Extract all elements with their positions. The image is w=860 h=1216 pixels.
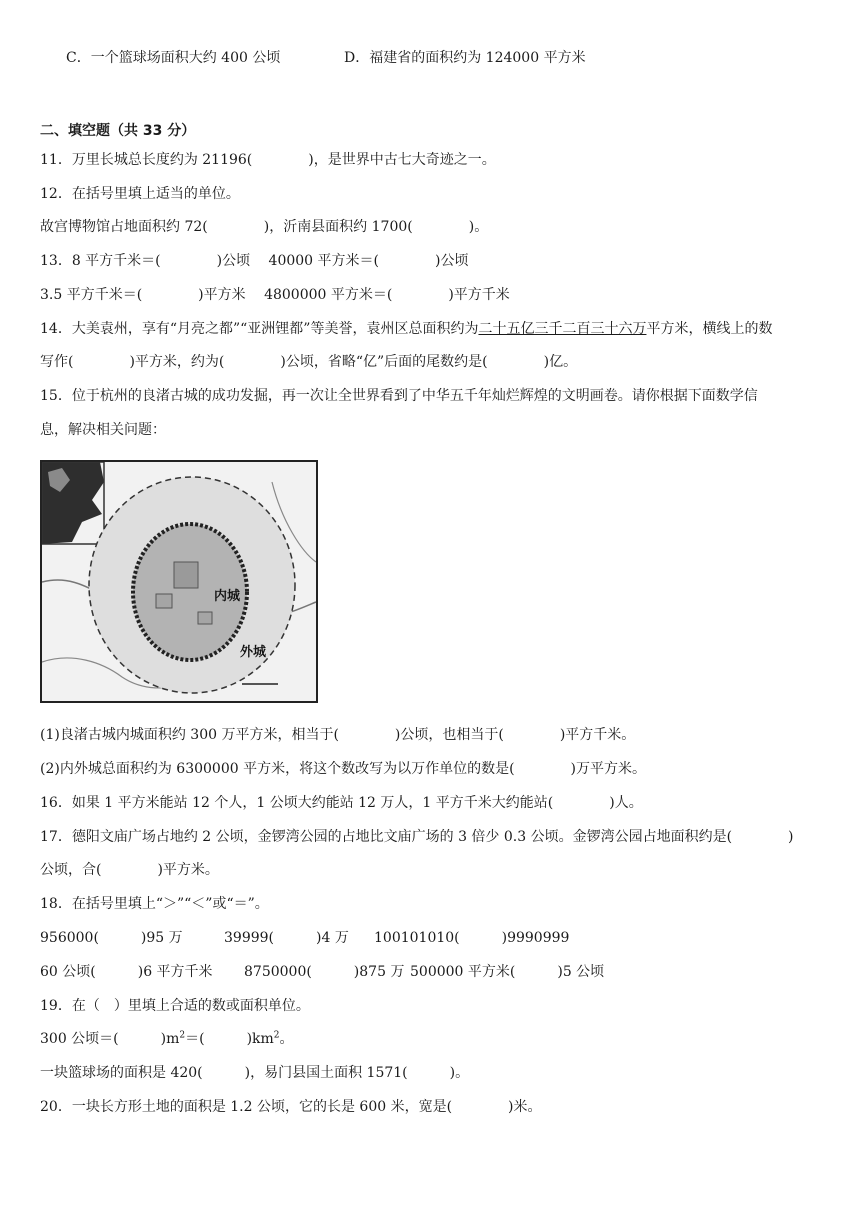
question-13-line2: 3.5 平方千米＝( )平方米 4800000 平方米＝( )平方千米 — [40, 287, 510, 303]
question-19-line: 一块篮球场的面积是 420( )，易门县国土面积 1571( )。 — [40, 1065, 470, 1081]
question-13-line1: 13．8 平方千米＝( )公顷 40000 平方米＝( )公顷 — [40, 253, 469, 269]
question-15-line2: 息，解决相关问题： — [40, 422, 166, 438]
question-18-row2-a: 60 公顷( )6 平方千米 — [40, 964, 213, 980]
question-18-row2-c: 500000 平方米( )5 公顷 — [410, 964, 605, 980]
question-18-stem: 18．在括号里填上“＞”“＜”或“＝”。 — [40, 896, 269, 912]
question-18-row1-a: 956000( )95 万 — [40, 930, 183, 946]
section-title: 二、填空题（共 33 分） — [40, 123, 196, 139]
inner-city-label: 内城 — [214, 589, 241, 604]
platform-small — [156, 594, 172, 608]
question-14-part1: 14．大美袁州，享有“月亮之都”“亚洲锂都”等美誉，袁州区总面积约为 — [40, 321, 479, 337]
question-15-line1: 15．位于杭州的良渚古城的成功发掘，再一次让全世界看到了中华五千年灿烂辉煌的文明画卷。请你根据下面数学信 — [40, 388, 758, 404]
liangzhu-city-map — [40, 460, 318, 703]
question-17-line1: 17．德阳文庙广场占地约 2 公顷，金锣湾公园的占地比文庙广场的 3 倍少 0.3 公顷。金锣湾公园占地面积约是( ) — [40, 829, 794, 845]
conversion-part-b: ＝( )km — [185, 1031, 274, 1047]
question-16: 16．如果 1 平方米能站 12 个人，1 公顷大约能站 12 万人，1 平方千米大约能站( )人。 — [40, 795, 643, 811]
option-c: C．一个篮球场面积大约 400 公顷 — [66, 50, 281, 66]
question-14-line1 — [40, 319, 772, 339]
question-11: 11．万里长城总长度约为 21196( )，是世界中古七大奇迹之一。 — [40, 152, 496, 168]
question-17-line2: 公顷，合( )平方米。 — [40, 862, 219, 878]
question-15-sub1: (1)良渚古城内城面积约 300 万平方米，相当于( )公顷，也相当于( )平方千米。 — [40, 727, 636, 743]
question-19-stem: 19．在（ ）里填上合适的数或面积单位。 — [40, 998, 310, 1014]
question-19-conversion — [40, 1029, 294, 1049]
square-exponent-b: 2 — [273, 1030, 280, 1041]
question-14-part2: 平方米，横线上的数 — [646, 321, 773, 337]
question-14-underlined-number: 二十五亿三千二百三十六万 — [478, 321, 647, 337]
map-drawing — [42, 462, 316, 701]
question-20: 20．一块长方形土地的面积是 1.2 公顷，它的长是 600 米，宽是( )米。 — [40, 1099, 542, 1115]
question-15-sub2: (2)内外城总面积约为 6300000 平方米，将这个数改写为以万作单位的数是( )万平方米。 — [40, 761, 647, 777]
palace-platform — [174, 562, 198, 588]
question-12-line: 故宫博物馆占地面积约 72( )，沂南县面积约 1700( )。 — [40, 219, 489, 235]
question-18-row1-c: 100101010( )9990999 — [374, 930, 570, 946]
conversion-end: 。 — [279, 1031, 294, 1047]
conversion-part-a: 300 公顷＝( )m — [40, 1031, 180, 1047]
question-18-row2-b: 8750000( )875 万 — [244, 964, 405, 980]
question-14-line2: 写作( )平方米，约为( )公顷，省略“亿”后面的尾数约是( )亿。 — [40, 354, 578, 370]
question-18-row1-b: 39999( )4 万 — [224, 930, 349, 946]
outer-city-label: 外城 — [240, 645, 267, 660]
question-12-stem: 12．在括号里填上适当的单位。 — [40, 186, 240, 202]
square-exponent-a: 2 — [179, 1030, 186, 1041]
platform-small-2 — [198, 612, 212, 624]
option-d: D．福建省的面积约为 124000 平方米 — [344, 50, 586, 66]
